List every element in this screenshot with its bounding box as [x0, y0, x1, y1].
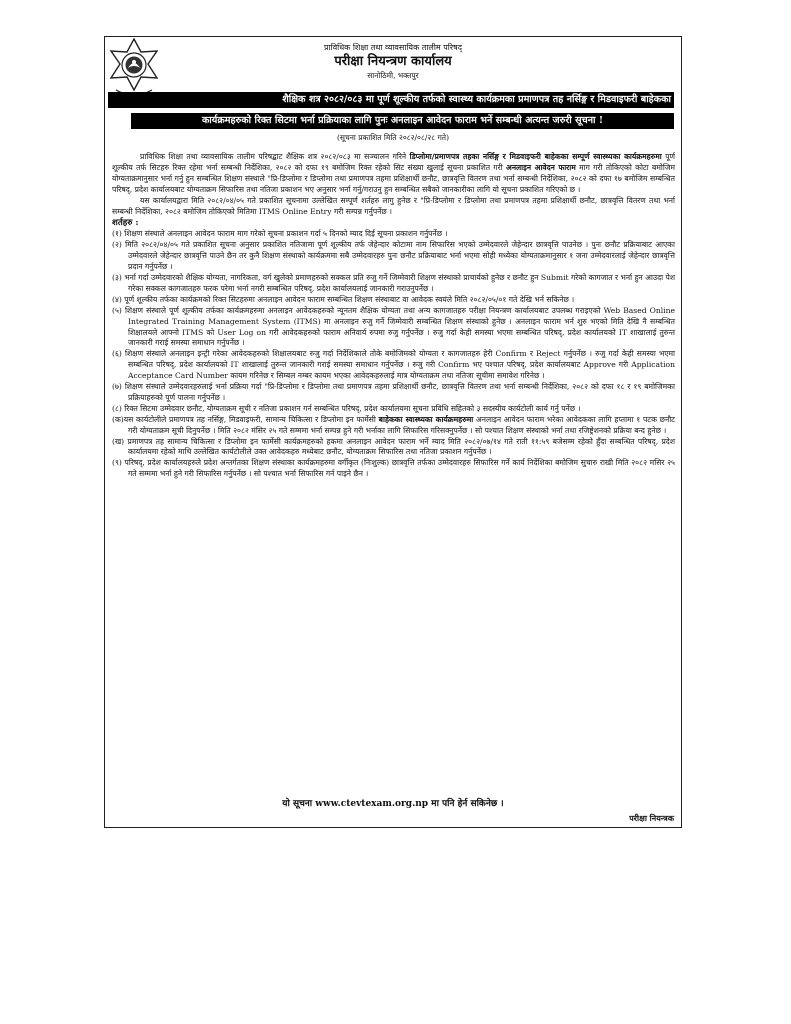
intro-paragraph-1: प्राविधिक शिक्षा तथा व्यावसायिक तालीम परिषद्बाट शैक्षिक शत्र २०८२/०८३ मा सञ्चालन गरिने डिप्लोमा/प्रमाणपत्र तहका नर्सिङ्ग र मिडवाइफरी बाहेकका सम्पूर्ण स्वास्थ्यका कार्यक्रमहरुमा पूर्ण शूल्कीय तर्फ सिटहरु रिक्त रहेमा भर्ना सम्बन्धी निर्देशिका, २०८२ को दफा १९ बमोजिम रिक्त रहेको सिट संख्या खुलाई सूचना प्रकाशित गरी अनलाइन आवेदन फाराम माग गरी तोकिएको कोटा बमोजिम योग्यताक्रमानुसार भर्ना गर्नु हुन सम्बन्धित शिक्षण संस्थाले "प्रि-डिप्लोमा र डिप्लोमा तथा प्रमाणपत्र तहमा प्रशिक्षार्थी छनौट, छात्रवृत्ति वितरण तथा भर्ना सम्बन्धी निर्देशिका, २०८२ को दफा १७ बमोजिम सम्बन्धित परिषद्, प्रदेश कार्यालयबाट योग्यताक्रम सिफारिस तथा नतिजा प्रकाशन भए अनुसार भर्ना गर्नु/गराउनु हुन सम्बन्धित सबैको जानकारीका लागि यो सूचना प्रकाशित गरिएको छ ।	[112, 152, 675, 194]
condition-item: (३) भर्ना गर्दा उम्मेदवारको शैक्षिक योग्यता, नागरिकता, वर्ग खुलेको प्रमाणहरुको सक्कल प्रति रुजु गर्ने जिम्मेवारी शिक्षण संस्थाको प्राचार्यको हुनेछ र छनौट हुन Submit गरेको कागजात र भर्ना हुन आउदा पेश गरेका सक्कल कागजातहरु फरक परेमा भर्ना नगरी सम्बन्धित परिषद्, प्रदेश कार्यालयलाई जानकारी गराउनुपर्नेछ ।	[112, 272, 675, 293]
intro-paragraph-2: यस कार्यालयद्वारा मिति २०८२/०४/०५ गते प्रकाशित सूचनामा उल्लेखित सम्पूर्ण शर्तहरु लागु हुनेछ र "प्रि-डिप्लोमा र डिप्लोमा तथा प्रमाणपत्र तहमा प्रशिक्षार्थी छनौट, छात्रवृत्ति वितरण तथा भर्ना सम्बन्धी निर्देशिका, २०८२ बमोजिम तोकिएको मितिमा ITMS Online Entry गरी सम्पन्न गर्नुपर्नेछ ।	[112, 195, 675, 216]
office-address: सानोठिमी, भक्तपुर	[367, 71, 419, 80]
office-name: परीक्षा नियन्त्रण कार्यालय	[334, 54, 452, 69]
conditions-heading: शर्तहरु :	[112, 218, 139, 229]
sub-condition-b: (ख) प्रमाणपत्र तह सामान्य चिकित्सा र डिप्लोमा इन फार्मेसी कार्यक्रमहरुको हकमा अनलाइन आवेदन फाराम भर्ने म्याद मिति २०८२/०७/१४ गते राती ११:५९ बजेसम्म रहेको हुँदा सम्बन्धित परिषद्, प्रदेश कार्यालयमा रहेको माथि उल्लेखित कार्यटोलीले उक्त आवेदकहरु मध्येबाट छनौट, योग्यताक्रम सिफारिस तथा नतिजा प्रकाशन गर्नुपर्नेछ ।	[112, 436, 675, 457]
org-name: प्राविधिक शिक्षा तथा व्यावसायिक तालीम परिषद्	[324, 43, 462, 52]
condition-item: (८) रिक्त सिटमा उम्मेदवार छनौट, योग्यताक्रम सूची र नतिजा प्रकाशन गर्न सम्बन्धित परिषद्, प्रदेश कार्यालयमा सूचना प्रविधि सहितको ३ सदस्यीय कार्यटोली कार्य गर्नु पर्नेछ ।	[112, 403, 581, 413]
condition-item: (६) शिक्षण संस्थाले अनलाइन इन्ट्री गरेका आवेदकहरुको शिक्षालयबाट रुजु गर्दा निर्देशिकाले तोके बमोजिमको योग्यता र कागजातहरु हेरी Confirm र Reject गर्नुपर्नेछ । रुजु गर्दा केही समस्या भएमा सम्बन्धित परिषद्, प्रदेश कार्यालयको IT शाखालाई तुरुन्त जानकारी गराई समस्या समाधान गर्नुपर्नेछ । रुजु गरी Confirm भए पश्चात परिषद्, प्रदेश कार्यालयबाट Approve गरी Application Acceptance Card Number कायम गरिनेछ र सिम्बल नम्बर कायम भएका आवेदकहरुलाई मात्र योग्यताक्रम तथा नतिजा सूचीमा समावेश गरिनेछ ।	[112, 349, 675, 381]
condition-item-9: (९) परिषद्, प्रदेश कार्यालयहरुले प्रदेश अन्तर्गतका शिक्षण संस्थाका कार्यक्रमहरुमा वर्गीकृत (निःशुल्क) छात्रवृत्ति तर्फका उम्मेदवारहरु सिफारिस गर्ने कार्य निर्देशिका बमोजिम सुचारु राखी मिति २०८२ मसिर २५ गते सम्ममा भर्ना हुने गरी सिफारिस गर्नुपर्नेछ । सो पश्चात भर्ना सिफारिस गर्न पाइने छैन ।	[112, 458, 675, 479]
condition-item: (४) पूर्ण शूल्कीय तर्फका कार्यक्रमको रिक्त सिटहरुमा अनलाइन आवेदन फाराम सम्बन्धित शिक्षण संस्थाबाट वा आवेदक स्वयंले मिति २०८२/०५/०१ गते देखि भर्न सकिनेछ ।	[112, 294, 575, 304]
notice-title-line1: शैक्षिक शत्र २०८२/०८३ मा पूर्ण शूल्कीय तर्फको स्वास्थ्य कार्यक्रमका प्रमाणपत्र तह नर्सिङ्ग र मिडवाइफरी बाहेकका	[108, 92, 674, 108]
notice-body	[112, 152, 675, 480]
condition-item: (२) मिति २०८२/०४/०५ गते प्रकाशित सूचना अनुसार प्रकाशित नतिजामा पूर्ण शूल्कीय तर्फ जेहेन्दार कोटामा नाम सिफारिस भएको उम्मेदवारले जेहेन्दार छात्रवृत्ति पाउनेछ । पुनः छनौट प्रक्रियाबाट आएका उम्मेदवारले जेहेन्दार छात्रवृत्ति पाउने छैन तर कुनै शिक्षण संस्थाको कार्यक्रममा सबै उम्मेदवारहरु पुनः छनौट प्रक्रियाबाट भर्ना भएमा सोही मध्येका योग्यताक्रमानुसार १ जना उम्मेदवारलाई जेहेन्दार छात्रवृत्ति प्रदान गर्नुपर्नेछ ।	[112, 240, 675, 272]
condition-item: (७) शिक्षण संस्थाले उम्मेदवारहरुलाई भर्ना प्रक्रिया गर्दा "प्रि-डिप्लोमा र डिप्लोमा तथा प्रमाणपत्र तहमा प्रशिक्षार्थी छनौट, छात्रवृत्ति वितरण तथा भर्ना सम्बन्धी निर्देशिका, २०८२ को दफा १८ र १९ बमोजिमका प्रक्रियाहरुको पूर्ण पालना गर्नुपर्नेछ ।	[112, 382, 675, 402]
condition-item: (१) शिक्षण संस्थाले अनलाइन आवेदन फाराम माग गरेको सूचना प्रकाशन गर्दा ५ दिनको म्याद दिई सूचना प्रकाशन गर्नुपर्नेछ ।	[112, 229, 448, 239]
condition-item: (५) शिक्षण संस्थाले पूर्ण शूल्कीय तर्फका कार्यक्रमहरुमा अनलाइन आवेदकहरुको न्यूनतम शैक्षिक योग्यता तथा अन्य कागजातहरु परीक्षा नियन्त्रण कार्यालयबाट उपलब्ध गराइएको Web Based Online Integrated Training Management System (ITMS) मा अनलाइन रुजु गर्ने जिम्मेवारी सम्बन्धित शिक्षण संस्थाको हुनेछ । अनलाइन फाराम भर्न शुरु भएको मिति देखि नै सम्बन्धित शिक्षालयले आफ्नो ITMS को User Log on गरी आवेदकहरुको फाराम अनिवार्य रुपमा रुजु गर्नुपर्नेछ । रुजु गर्दा केही समस्या भएमा सम्बन्धित परिषद्, प्रदेश कार्यालयको IT शाखालाई तुरुन्त जानकारी गराई समस्या समाधान गर्नुपर्नेछ ।	[112, 305, 675, 348]
published-date: (सूचना प्रकाशित मिति २०८२/०८/२८ गते)	[336, 133, 449, 142]
notice-title-line2: कार्यक्रमहरुको रिक्त सिटमा भर्ना प्रक्रियाका लागि पुनः अनलाइन आवेदन फाराम भर्ने सम्बन्धी अत्यन्त जरुरी सूचना !	[131, 113, 674, 129]
sub-condition-a: (क)यस कार्यटोलीले प्रमाणपत्र तह नर्सिङ्ग, मिडवाइफरी, सामान्य चिकित्सा र डिप्लोमा इन फार्मेसी बाहेकका स्वास्थ्यका कार्यक्रमहरुमा अनलाइन आवेदन फाराम भरेका आवेदकका लागि हप्तामा १ पटक छनौट गरी योग्यताक्रम सूची दिनुपर्नेछ । मिति २०८२ मंसिर २५ गते सम्ममा भर्ना सम्पन्न हुने गरी भर्नाका लागि सिफारिस गरिसक्नुपर्नेछ । सो पश्चात शिक्षण संस्थाको भर्ना तथा रजिष्ट्रेशनको प्रक्रिया बन्द हुनेछ ।	[112, 414, 675, 435]
signer-title: परीक्षा नियन्त्रक	[629, 813, 674, 823]
website-note: यो सूचना www.ctevtexam.org.np मा पनि हेर्न सकिनेछ ।	[282, 799, 504, 809]
